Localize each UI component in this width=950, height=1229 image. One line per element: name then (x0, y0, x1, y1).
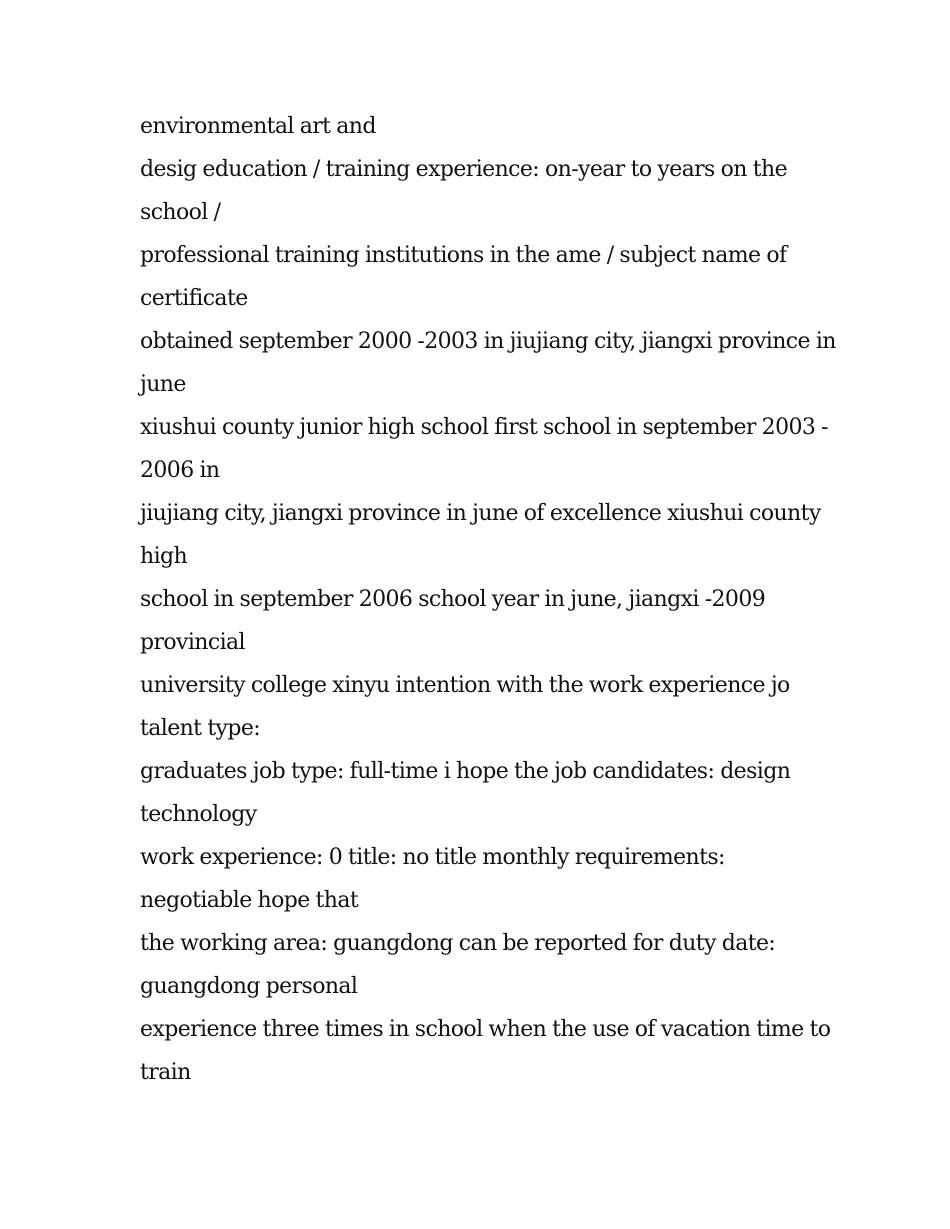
text-line: guangdong personal (140, 974, 358, 999)
text-line: jiujiang city, jiangxi province in june of excellence xiushui county (140, 501, 821, 526)
text-line: train (140, 1060, 191, 1085)
text-line: obtained september 2000 -2003 in jiujiang city, jiangxi province in (140, 329, 836, 354)
text-line: school in september 2006 school year in june, jiangxi -2009 (140, 587, 766, 612)
text-line: university college xinyu intention with the work experience jo (140, 673, 790, 698)
text-line: desig education / training experience: on-year to years on the (140, 157, 787, 182)
text-line: experience three times in school when the use of vacation time to (140, 1017, 831, 1042)
text-line: high (140, 544, 188, 569)
text-line: professional training institutions in the ame / subject name of (140, 243, 787, 268)
text-line: 2006 in (140, 458, 220, 483)
text-line: school / (140, 200, 221, 225)
text-line: june (140, 372, 186, 397)
document-body (140, 105, 836, 1094)
text-line: graduates job type: full-time i hope the job candidates: design (140, 759, 791, 784)
text-line: talent type: (140, 716, 261, 741)
text-line: technology (140, 802, 257, 827)
text-line: xiushui county junior high school first school in september 2003 - (140, 415, 828, 440)
text-line: the working area: guangdong can be reported for duty date: (140, 931, 776, 956)
text-line: work experience: 0 title: no title monthly requirements: (140, 845, 725, 870)
text-line: environmental art and (140, 114, 376, 139)
text-line: certificate (140, 286, 248, 311)
text-line: negotiable hope that (140, 888, 359, 913)
text-line: provincial (140, 630, 245, 655)
